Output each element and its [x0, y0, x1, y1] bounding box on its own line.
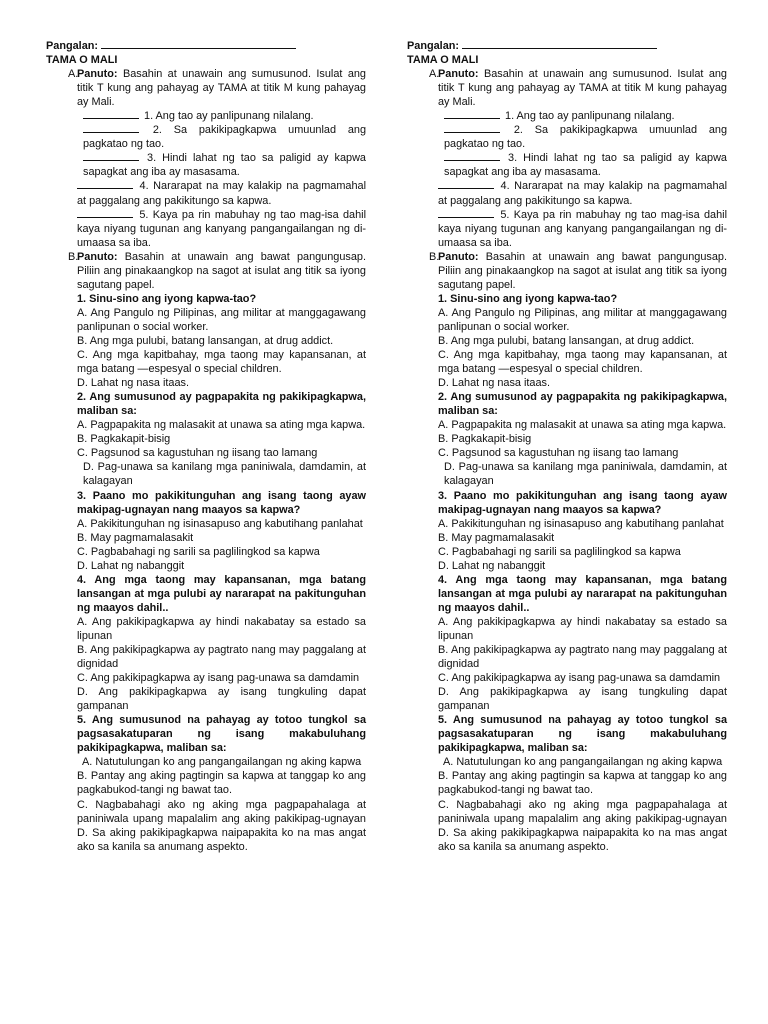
choice: C. Nagbabahagi ako ng aking mga pagpapahalaga at paniniwala upang mapalalim ang aking pakikipag-ugnayan D. Sa aking pakikipagkapwa naipapakita ko na mas angat ako sa kanila sa anumang aspekto. [438, 798, 727, 853]
worksheet-column-left [46, 39, 366, 854]
tf-item-text: 4. Nararapat na may kalakip na pagmamahal at paggalang ang pakikitungo sa kapwa. [77, 180, 366, 207]
tf-item-4 [438, 179, 727, 207]
choice: C. Ang pakikipagkapwa ay isang pag-unawa sa damdamin [438, 672, 721, 685]
section-b-letter: B. [429, 250, 440, 263]
instruction-label: Panuto: [77, 250, 118, 263]
choice: A. Ang pakikipagkapwa ay hindi nakabatay sa estado sa lipunan [438, 615, 727, 642]
choice: C. Pagbabahagi ng sarili sa paglilingkod sa kapwa [77, 545, 320, 558]
choice: B. Pagkakapit-bisig [77, 433, 171, 446]
section-a [46, 67, 366, 250]
question-3: 3. Paano mo pakikitunguhan ang isang taong ayaw makipag-ugnayan nang maayos sa kapwa? [438, 489, 727, 516]
choice: A. Natutulungan ko ang pangangailangan ng aking kapwa [82, 756, 362, 769]
tf-item-text: 2. Sa pakikipagkapwa umuunlad ang pagkatao ng tao. [444, 124, 727, 151]
choice: D. Pag-unawa sa kanilang mga paniniwala, damdamin, at kalagayan [444, 461, 727, 488]
answer-blank[interactable] [83, 109, 139, 119]
name-label: Pangalan: [46, 40, 99, 52]
answer-blank[interactable] [77, 208, 133, 218]
choice: B. May pagmamalasakit [77, 531, 194, 544]
choice: A. Ang Pangulo ng Pilipinas, ang militar at manggagawang panlipunan o social worker. [77, 306, 366, 333]
section-b [46, 250, 366, 854]
tf-item-text: 5. Kaya pa rin mabuhay ng tao mag-isa dahil kaya niyang tugunan ang kanyang pangangailangan ng di-umaasa sa iba. [77, 208, 366, 249]
question-5: 5. Ang sumusunod na pahayag ay totoo tungkol sa pagsasakatuparan ng isang makabuluhang pakikipagkapwa, maliban sa: [438, 714, 727, 755]
answer-blank[interactable] [438, 179, 494, 189]
answer-blank[interactable] [438, 208, 494, 218]
choice: A. Ang pakikipagkapwa ay hindi nakabatay sa estado sa lipunan [77, 615, 366, 642]
tf-item-2 [438, 123, 727, 151]
question-4: 4. Ang mga taong may kapansanan, mga batang lansangan at mga pulubi ay nararapat na pakitunguhan ng maayos dahil.. [438, 573, 727, 614]
section-b-instruction [77, 250, 366, 292]
answer-blank[interactable] [444, 109, 500, 119]
answer-blank[interactable] [83, 123, 139, 133]
section-b-letter: B. [68, 250, 79, 263]
choice: B. Pantay ang aking pagtingin sa kapwa at tanggap ko ang pagkabukod-tangi ng bawat tao. [438, 770, 727, 797]
choice: D. Lahat ng nasa itaas. [77, 377, 190, 390]
choice: C. Ang mga kapitbahay, mga taong may kapansanan, at mga batang —espesyal o special children. [77, 349, 366, 376]
tf-item-5 [77, 208, 366, 250]
choice: C. Pagbabahagi ng sarili sa paglilingkod sa kapwa [438, 545, 681, 558]
question-4: 4. Ang mga taong may kapansanan, mga batang lansangan at mga pulubi ay nararapat na pakitunguhan ng maayos dahil.. [77, 573, 366, 614]
choice: A. Pagpapakita ng malasakit at unawa sa ating mga kapwa. [438, 419, 727, 432]
choice: A. Pagpapakita ng malasakit at unawa sa ating mga kapwa. [77, 419, 366, 432]
answer-blank[interactable] [444, 151, 500, 161]
question-3: 3. Paano mo pakikitunguhan ang isang taong ayaw makipag-ugnayan nang maayos sa kapwa? [77, 489, 366, 516]
choice: D. Lahat ng nabanggit [77, 559, 185, 572]
tf-item-1 [77, 109, 366, 123]
choice: B. Pagkakapit-bisig [438, 433, 532, 446]
choice: B. Pantay ang aking pagtingin sa kapwa at tanggap ko ang pagkabukod-tangi ng bawat tao. [77, 770, 366, 797]
worksheet-column-right [407, 39, 727, 854]
choice: C. Ang mga kapitbahay, mga taong may kapansanan, at mga batang —espesyal o special children. [438, 349, 727, 376]
tf-item-text: 1. Ang tao ay panlipunang nilalang. [144, 110, 314, 123]
name-field [407, 39, 727, 53]
tf-item-text: 3. Hindi lahat ng tao sa paligid ay kapwa sapagkat ang iba ay masasama. [444, 152, 727, 179]
worksheet-title: TAMA O MALI [407, 54, 479, 67]
question-2: 2. Ang sumusunod ay pagpapakita ng pakikipagkapwa, maliban sa: [438, 391, 727, 418]
choice: D. Ang pakikipagkapwa ay isang tungkuling dapat gampanan [77, 686, 366, 713]
choice: B. Ang pakikipagkapwa ay pagtrato nang may paggalang at dignidad [438, 644, 727, 671]
question-1: 1. Sinu-sino ang iyong kapwa-tao? [438, 292, 618, 305]
name-blank[interactable] [462, 39, 657, 49]
choice: D. Ang pakikipagkapwa ay isang tungkuling dapat gampanan [438, 686, 727, 713]
choice: A. Natutulungan ko ang pangangailangan ng aking kapwa [443, 756, 723, 769]
choice: B. May pagmamalasakit [438, 531, 555, 544]
answer-blank[interactable] [83, 151, 139, 161]
answer-blank[interactable] [77, 179, 133, 189]
choice: C. Pagsunod sa kagustuhan ng iisang tao lamang [438, 447, 679, 460]
section-a-instruction [77, 67, 366, 109]
choice: C. Pagsunod sa kagustuhan ng iisang tao lamang [77, 447, 318, 460]
instruction-label: Panuto: [77, 68, 118, 81]
instruction-label: Panuto: [438, 68, 479, 81]
instruction-text: Basahin at unawain ang bawat pangungusap. Piliin ang pinakaangkop na sagot at isulat ang titik sa iyong sagutang papel. [77, 250, 366, 291]
section-a [407, 67, 727, 250]
answer-blank[interactable] [444, 123, 500, 133]
instruction-text: Basahin at unawain ang bawat pangungusap. Piliin ang pinakaangkop na sagot at isulat ang titik sa iyong sagutang papel. [438, 250, 727, 291]
section-a-letter: A. [68, 68, 79, 81]
tf-item-3 [77, 151, 366, 179]
tf-item-1 [438, 109, 727, 123]
choice: B. Ang mga pulubi, batang lansangan, at drug addict. [77, 334, 334, 347]
instruction-text: Basahin at unawain ang sumusunod. Isulat ang titik T kung ang pahayag ay TAMA at titik M kung pahayag ay Mali. [438, 68, 727, 109]
question-5: 5. Ang sumusunod na pahayag ay totoo tungkol sa pagsasakatuparan ng isang makabuluhang pakikipagkapwa, maliban sa: [77, 714, 366, 755]
tf-item-text: 5. Kaya pa rin mabuhay ng tao mag-isa dahil kaya niyang tugunan ang kanyang pangangailangan ng di-umaasa sa iba. [438, 208, 727, 249]
instruction-label: Panuto: [438, 250, 479, 263]
tf-item-text: 3. Hindi lahat ng tao sa paligid ay kapwa sapagkat ang iba ay masasama. [83, 152, 366, 179]
name-label: Pangalan: [407, 40, 460, 52]
section-a-letter: A. [429, 68, 440, 81]
tf-item-5 [438, 208, 727, 250]
choice: A. Pakikitunguhan ng isinasapuso ang kabutihang panlahat [438, 517, 724, 530]
choice: B. Ang mga pulubi, batang lansangan, at drug addict. [438, 334, 695, 347]
section-b-instruction [438, 250, 727, 292]
tf-item-text: 1. Ang tao ay panlipunang nilalang. [505, 110, 675, 123]
section-b [407, 250, 727, 854]
instruction-text: Basahin at unawain ang sumusunod. Isulat ang titik T kung ang pahayag ay TAMA at titik M kung pahayag ay Mali. [77, 68, 366, 109]
question-2: 2. Ang sumusunod ay pagpapakita ng pakikipagkapwa, maliban sa: [77, 391, 366, 418]
choice: D. Lahat ng nasa itaas. [438, 377, 551, 390]
choice: C. Ang pakikipagkapwa ay isang pag-unawa sa damdamin [77, 672, 360, 685]
question-1: 1. Sinu-sino ang iyong kapwa-tao? [77, 292, 257, 305]
tf-item-text: 2. Sa pakikipagkapwa umuunlad ang pagkatao ng tao. [83, 124, 366, 151]
choice: C. Nagbabahagi ako ng aking mga pagpapahalaga at paniniwala upang mapalalim ang aking pakikipag-ugnayan D. Sa aking pakikipagkapwa naipapakita ko na mas angat ako sa kanila sa anumang aspekto. [77, 798, 366, 853]
name-blank[interactable] [101, 39, 296, 49]
choice: A. Ang Pangulo ng Pilipinas, ang militar at manggagawang panlipunan o social worker. [438, 306, 727, 333]
choice: D. Lahat ng nabanggit [438, 559, 546, 572]
name-field [46, 39, 366, 53]
tf-item-text: 4. Nararapat na may kalakip na pagmamahal at paggalang ang pakikitungo sa kapwa. [438, 180, 727, 207]
choice: D. Pag-unawa sa kanilang mga paniniwala, damdamin, at kalagayan [83, 461, 366, 488]
section-a-instruction [438, 67, 727, 109]
tf-item-2 [77, 123, 366, 151]
tf-item-3 [438, 151, 727, 179]
choice: B. Ang pakikipagkapwa ay pagtrato nang may paggalang at dignidad [77, 644, 366, 671]
tf-item-4 [77, 179, 366, 207]
worksheet-title: TAMA O MALI [46, 54, 118, 67]
choice: A. Pakikitunguhan ng isinasapuso ang kabutihang panlahat [77, 517, 363, 530]
